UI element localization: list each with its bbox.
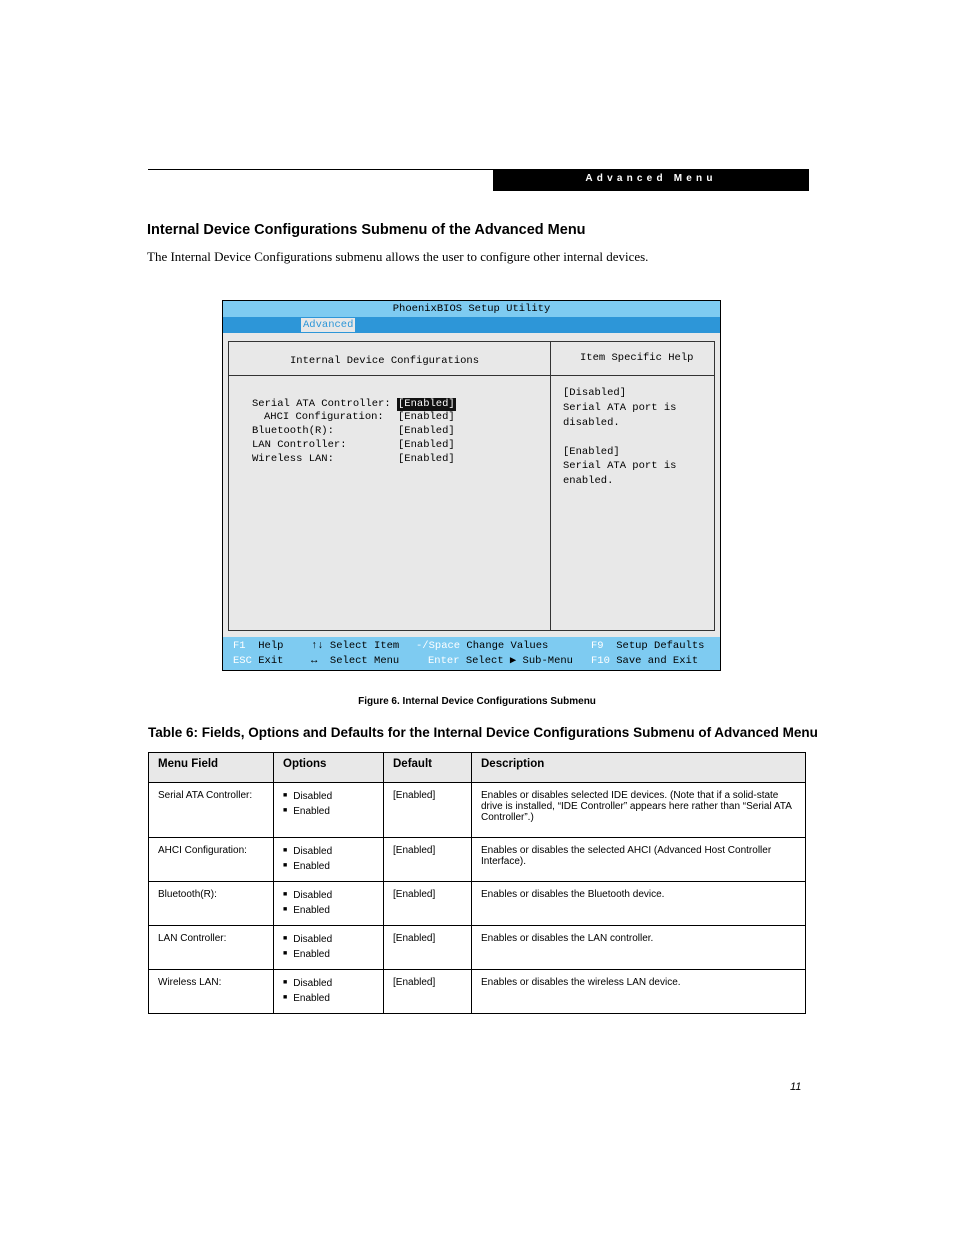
key-esc-exit — [233, 654, 283, 668]
table-row — [149, 882, 806, 926]
bios-settings-panel — [228, 341, 715, 631]
cell-description: Enables or disables the selected AHCI (Advanced Host Controller Interface). — [472, 838, 806, 882]
cell-menu-field: Serial ATA Controller: — [149, 783, 274, 838]
setting-label: LAN Controller: — [252, 439, 347, 451]
key-esc-label: Exit — [258, 655, 284, 667]
section-title: Internal Device Configurations Submenu of the Advanced Menu — [147, 222, 586, 238]
intro-paragraph: The Internal Device Configurations submenu allows the user to configure other internal devices. — [147, 249, 649, 264]
setting-label: AHCI Configuration: — [264, 411, 384, 423]
key-f9-label: Setup Defaults — [616, 640, 705, 652]
cell-menu-field: Bluetooth(R): — [149, 882, 274, 926]
panel-divider-horizontal — [229, 375, 714, 376]
option-item: ■ Disabled — [283, 845, 374, 860]
fields-table — [148, 752, 806, 1014]
bios-menu-advanced[interactable]: Advanced — [303, 319, 354, 331]
setting-value[interactable]: [Enabled] — [398, 398, 455, 410]
cell-description: Enables or disables selected IDE devices. (Note that if a solid-state drive is installed, “IDE Controller” appears here rather than “Serial ATA Controller”.) — [472, 783, 806, 838]
key-f10-label: Save and Exit — [616, 655, 699, 667]
key-space-label: Change Values — [466, 640, 549, 652]
option-item: ■ Enabled — [283, 992, 374, 1007]
cell-options — [274, 882, 384, 926]
key-f10-save-exit — [591, 654, 698, 668]
help-title: Item Specific Help — [580, 352, 694, 364]
page-number: 11 — [790, 1081, 802, 1093]
header-default: Default — [384, 753, 472, 783]
bios-screenshot — [222, 300, 721, 671]
bios-title-bar: PhoenixBIOS Setup Utility — [223, 301, 720, 317]
key-f1: F1 — [233, 640, 246, 652]
option-item: ■ Enabled — [283, 860, 374, 875]
table-row — [149, 926, 806, 970]
key-f9-defaults — [591, 639, 704, 653]
header-menu-field: Menu Field — [149, 753, 274, 783]
updown-arrows-icon: ↑↓ — [311, 640, 324, 652]
key-f1-label: Help — [258, 640, 284, 652]
figure-caption: Figure 6. Internal Device Configurations Submenu — [358, 696, 596, 707]
help-text-line: enabled. — [563, 475, 614, 487]
key-esc: ESC — [233, 655, 252, 667]
key-space: -/Space — [416, 640, 461, 652]
option-item: ■ Enabled — [283, 805, 374, 820]
setting-label: Serial ATA Controller: — [252, 398, 391, 410]
setting-label: Wireless LAN: — [252, 453, 334, 465]
cell-default: [Enabled] — [384, 783, 472, 838]
option-item: ■ Disabled — [283, 889, 374, 904]
cell-options — [274, 926, 384, 970]
cell-default: [Enabled] — [384, 970, 472, 1014]
panel-title: Internal Device Configurations — [290, 355, 480, 367]
setting-wireless-lan[interactable] — [252, 453, 455, 466]
header-section-tab: Advanced Menu — [493, 170, 809, 191]
setting-serial-ata[interactable] — [252, 398, 455, 411]
option-item: ■ Enabled — [283, 904, 374, 919]
cell-options — [274, 783, 384, 838]
option-item: ■ Disabled — [283, 977, 374, 992]
key-enter: Enter — [428, 655, 460, 667]
cell-options — [274, 838, 384, 882]
cell-description: Enables or disables the Bluetooth device. — [472, 882, 806, 926]
cell-default: [Enabled] — [384, 838, 472, 882]
option-item: ■ Enabled — [283, 948, 374, 963]
table-row — [149, 970, 806, 1014]
help-text-line: Serial ATA port is — [563, 402, 677, 414]
setting-bluetooth[interactable] — [252, 425, 455, 438]
leftright-arrows-icon: ↔ — [311, 655, 318, 667]
setting-value[interactable]: [Enabled] — [398, 411, 455, 423]
help-text-line: Serial ATA port is — [563, 460, 677, 472]
cell-menu-field: Wireless LAN: — [149, 970, 274, 1014]
setting-ahci[interactable] — [264, 411, 455, 424]
setting-label: Bluetooth(R): — [252, 425, 334, 437]
panel-divider-vertical — [550, 342, 551, 630]
header-options: Options — [274, 753, 384, 783]
help-text-line: [Enabled] — [563, 446, 620, 458]
cell-menu-field: AHCI Configuration: — [149, 838, 274, 882]
setting-lan[interactable] — [252, 439, 455, 452]
setting-value[interactable]: [Enabled] — [398, 453, 455, 465]
table-title: Table 6: Fields, Options and Defaults for the Internal Device Configurations Submenu of Advanced Menu — [148, 725, 818, 740]
cell-description: Enables or disables the LAN controller. — [472, 926, 806, 970]
help-text-line: disabled. — [563, 417, 620, 429]
key-enter-submenu — [428, 654, 573, 668]
cell-description: Enables or disables the wireless LAN device. — [472, 970, 806, 1014]
key-leftright-label: Select Menu — [329, 655, 400, 667]
key-leftright-select-menu — [311, 654, 399, 668]
cell-default: [Enabled] — [384, 882, 472, 926]
key-f10: F10 — [591, 655, 610, 667]
cell-options — [274, 970, 384, 1014]
table-row — [149, 783, 806, 838]
setting-value[interactable]: [Enabled] — [398, 425, 455, 437]
cell-default: [Enabled] — [384, 926, 472, 970]
option-item: ■ Disabled — [283, 933, 374, 948]
table-row — [149, 838, 806, 882]
cell-menu-field: LAN Controller: — [149, 926, 274, 970]
header-description: Description — [472, 753, 806, 783]
bios-key-legend — [223, 637, 720, 670]
table-header-row — [149, 753, 806, 783]
option-item: ■ Disabled — [283, 790, 374, 805]
bios-menu-bar — [223, 317, 720, 333]
key-enter-label: Select ▶ Sub-Menu — [465, 655, 573, 667]
key-f1-help — [233, 639, 283, 653]
setting-value[interactable]: [Enabled] — [398, 439, 455, 451]
key-updown-select-item — [311, 639, 399, 653]
help-text-line: [Disabled] — [563, 387, 627, 399]
key-space-change — [416, 639, 548, 653]
key-updown-label: Select Item — [329, 640, 400, 652]
key-f9: F9 — [591, 640, 604, 652]
